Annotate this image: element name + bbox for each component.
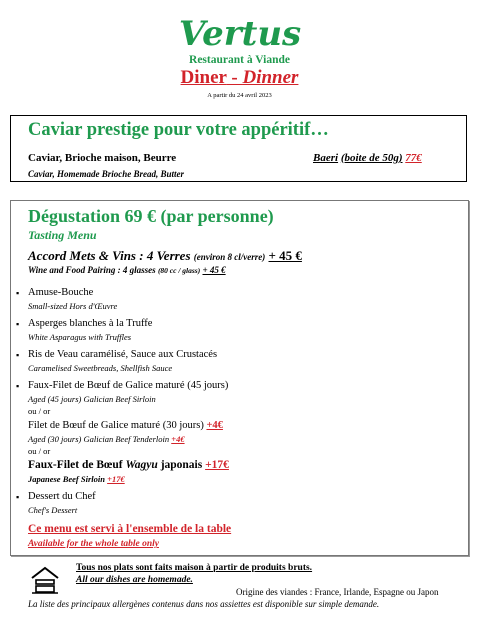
course-4-alt2-fr	[28, 459, 229, 471]
course-4-alt2-en-label: Japanese Beef Sirloin	[28, 474, 108, 484]
course-1-fr: Amuse-Bouche	[28, 287, 94, 298]
homemade-note-fr: Tous nos plats sont faits maison à partir de produits bruts.	[76, 563, 313, 573]
wine-pairing-en-price: + 45 €	[202, 265, 226, 275]
course-3-en: Caramelised Sweetbreads, Shellfish Sauce	[28, 363, 173, 373]
date-note: A partir du 24 avril 2023	[207, 92, 272, 99]
caviar-brand: Baeri	[313, 152, 339, 164]
table-note-fr: Ce menu est servi à l'ensemble de la table	[28, 523, 232, 535]
course-5-en: Chef's Dessert	[28, 505, 78, 515]
svg-text:Vertus: Vertus	[178, 14, 301, 54]
restaurant-subtitle: Restaurant à Viande	[189, 54, 290, 66]
course-4-alt1-en	[28, 434, 185, 444]
or-separator: ou / or	[28, 446, 51, 456]
course-4-alt1-label: Filet de Bœuf de Galice maturé (30 jours)	[28, 420, 207, 431]
caviar-title: Caviar prestige pour votre appéritif…	[28, 120, 329, 140]
caviar-size: (boite de 50g)	[340, 152, 403, 164]
wine-pairing-fr	[28, 248, 302, 264]
tasting-section	[10, 200, 469, 556]
bullet-icon: ▪	[16, 350, 20, 360]
tasting-subtitle: Tasting Menu	[28, 228, 97, 242]
menu-title-separator: -	[226, 67, 243, 88]
caviar-description-en: Caviar, Homemade Brioche Bread, Butter	[28, 169, 185, 179]
course-4-alt2-en-supplement: +17€	[107, 474, 125, 484]
table-note-en: Available for the whole table only	[28, 539, 159, 549]
meat-origin-note: Origine des viandes : France, Irlande, Espagne ou Japon	[236, 587, 439, 597]
course-4-alt2-supplement: +17€	[205, 459, 229, 471]
bullet-icon: ▪	[16, 319, 20, 329]
course-5-fr: Dessert du Chef	[28, 491, 96, 502]
wine-pairing-price: + 45 €	[268, 248, 302, 263]
course-4-alt2-label-a: Faux-Filet de Bœuf	[28, 459, 126, 471]
course-4-alt2-label-c: japonais	[157, 459, 206, 471]
caviar-price-value: 77€	[405, 152, 422, 164]
menu-title-fr: Diner	[180, 67, 227, 88]
homemade-note-en: All our dishes are homemade.	[76, 575, 193, 585]
wine-pairing-detail: (environ 8 cl/verre)	[193, 252, 266, 262]
course-3-fr: Ris de Veau caramélisé, Sauce aux Crustacés	[28, 349, 218, 360]
wine-pairing-en-detail: (80 cc / glass)	[157, 266, 201, 275]
restaurant-logo	[0, 12, 479, 59]
menu-title	[0, 67, 479, 89]
wine-pairing-en-label: Wine and Food Pairing : 4 glasses	[28, 265, 156, 275]
bullet-icon: ▪	[16, 288, 20, 298]
bullet-icon: ▪	[16, 381, 20, 391]
course-4-alt2-en	[28, 474, 125, 484]
course-4-alt1-en-supplement: +4€	[171, 434, 185, 444]
tasting-title: Dégustation 69 € (par personne)	[28, 206, 274, 226]
course-2-en: White Asparagus with Truffles	[28, 332, 132, 342]
menu-title-en: Dinner	[242, 67, 299, 88]
caviar-section	[10, 115, 467, 182]
vertus-logo-mark	[175, 12, 305, 54]
course-4-alt1-fr	[28, 420, 223, 431]
course-4-alt2-label-b: Wagyu	[125, 459, 158, 471]
course-1-en: Small-sized Hors d'Œuvre	[28, 301, 118, 311]
course-4-en: Aged (45 jours) Galician Beef Sirloin	[28, 394, 156, 404]
caviar-price	[313, 152, 422, 164]
course-4-alt1-en-label: Aged (30 jours) Galician Beef Tenderloin	[28, 434, 172, 444]
course-2-fr: Asperges blanches à la Truffe	[28, 318, 153, 329]
allergen-note: La liste des principaux allergènes contenus dans nos assiettes est disponible sur simple demande.	[28, 599, 380, 609]
wine-pairing-label: Accord Mets & Vins : 4 Verres	[28, 248, 191, 263]
caviar-description-fr: Caviar, Brioche maison, Beurre	[28, 152, 177, 164]
course-4-fr: Faux-Filet de Bœuf de Galice maturé (45 jours)	[28, 380, 229, 391]
house-icon	[30, 566, 60, 599]
wine-pairing-en	[28, 265, 226, 275]
course-4-alt1-supplement: +4€	[206, 420, 223, 431]
bullet-icon: ▪	[16, 492, 20, 502]
or-separator: ou / or	[28, 406, 51, 416]
